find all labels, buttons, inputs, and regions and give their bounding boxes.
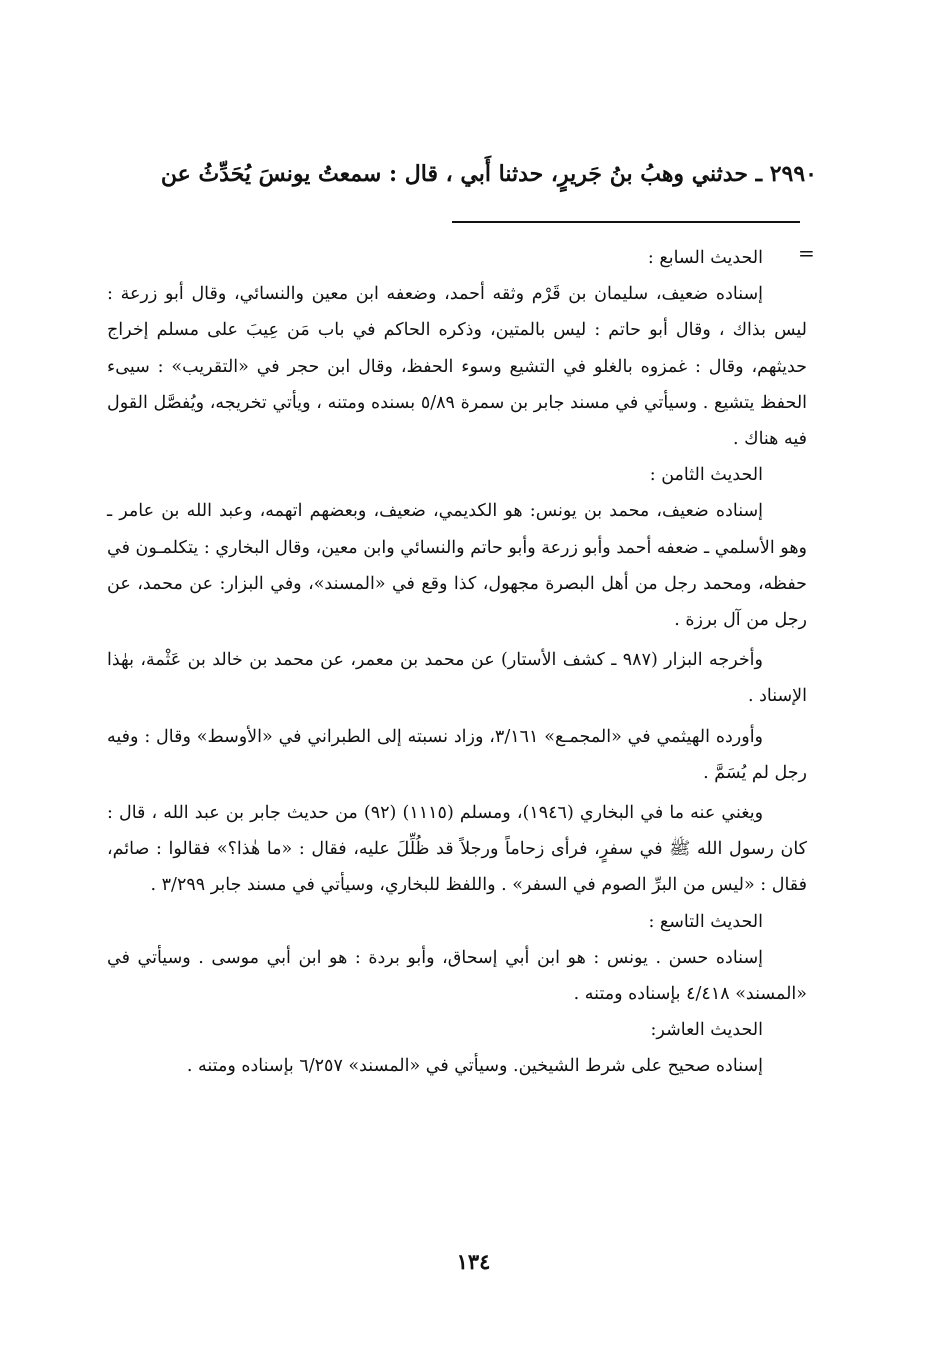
footnote-paragraph: ويغني عنه ما في البخاري (١٩٤٦)، ومسلم (١١١٥) (٩٢) من حديث جابر بن عبد الله ، قال : كان رسول الله ﷺ في سفرٍ، فرأى زحاماً ورجلاً قد ظُلِّلَ عليه، فقال : «ما هٰذا؟» فقالوا : صائم، فقال : «ليس من البرِّ الصوم في السفر» . واللفظ للبخاري، وسيأتي في مسند جابر ٣/٢٩٩ . bbox=[107, 803, 807, 896]
footnote-heading-tenth: الحديث العاشر: bbox=[650, 1020, 763, 1041]
footnote-heading-eighth: الحديث الثامن : bbox=[649, 465, 763, 486]
footnote-continuation-marker: = bbox=[798, 241, 815, 265]
hadith-main-text: ٢٩٩٠ ـ حدثني وهبُ بنُ جَريرٍ، حدثنا أَبي ، قال : سمعتُ يونسَ يُحَدِّثُ عن bbox=[160, 161, 817, 187]
page-number: ١٣٤ bbox=[456, 1249, 491, 1274]
footnote-separator-line bbox=[452, 221, 800, 223]
footnote-paragraph: وأورده الهيثمي في «المجمـع» ٣/١٦١، وزاد نسبته إلى الطبراني في «الأوسط» وقال : وفيه رجل لم يُسَمَّ . bbox=[107, 726, 807, 783]
footnotes-section bbox=[107, 240, 807, 1085]
footnote-paragraph: إسناده ضعيف، سليمان بن قَرْم وثقه أحمد، وضعفه ابن معين والنسائي، وقال أبو زرعة : ليس بذاك ، وقال أبو حاتم : ليس بالمتين، وذكره الحاكم في باب مَن عِيبَ على مسلم إخراج حديثهم، وقال : غمزوه بالغلو في التشيع وسوء الحفظ، وقال ابن حجر في «التقريب» : سيىء الحفظ يتشيع . وسيأتي في مسند جابر بن سمرة ٥/٨٩ بسنده ومتنه ، ويأتي تخريجه، ويُفصَّل القول فيه هناك . bbox=[107, 284, 808, 450]
footnote-paragraph: وأخرجه البزار (٩٨٧ ـ كشف الأستار) عن محمد بن معمر، عن محمد بن خالد بن عَثْمة، بهٰذا الإسناد . bbox=[107, 650, 807, 707]
footnote-heading-ninth: الحديث التاسع : bbox=[648, 911, 763, 932]
footnote-paragraph: إسناده ضعيف، محمد بن يونس: هو الكديمي، ضعيف، وبعضهم اتهمه، وعبد الله بن عامر ـ وهو الأسلمي ـ ضعفه أحمد وأبو زرعة وأبو حاتم والنسائي وابن معين، وقال البخاري : يتكلمـون في حفظه، ومحمد رجل من أهل البصرة مجهول، كذا وقع في «المسند»، وفي البزار: عن محمد، عن رجل من آل برزة . bbox=[107, 501, 807, 631]
footnote-paragraph: إسناده حسن . يونس : هو ابن أبي إسحاق، وأبو بردة : هو ابن أبي موسى . وسيأتي في «المسند» ٤/٤١٨ بإسناده ومتنه . bbox=[107, 947, 807, 1005]
footnote-heading-seventh: الحديث السابع : bbox=[647, 248, 763, 268]
footnote-paragraph: إسناده صحيح على شرط الشيخين. وسيأتي في «المسند» ٦/٢٥٧ بإسناده ومتنه . bbox=[186, 1056, 763, 1077]
